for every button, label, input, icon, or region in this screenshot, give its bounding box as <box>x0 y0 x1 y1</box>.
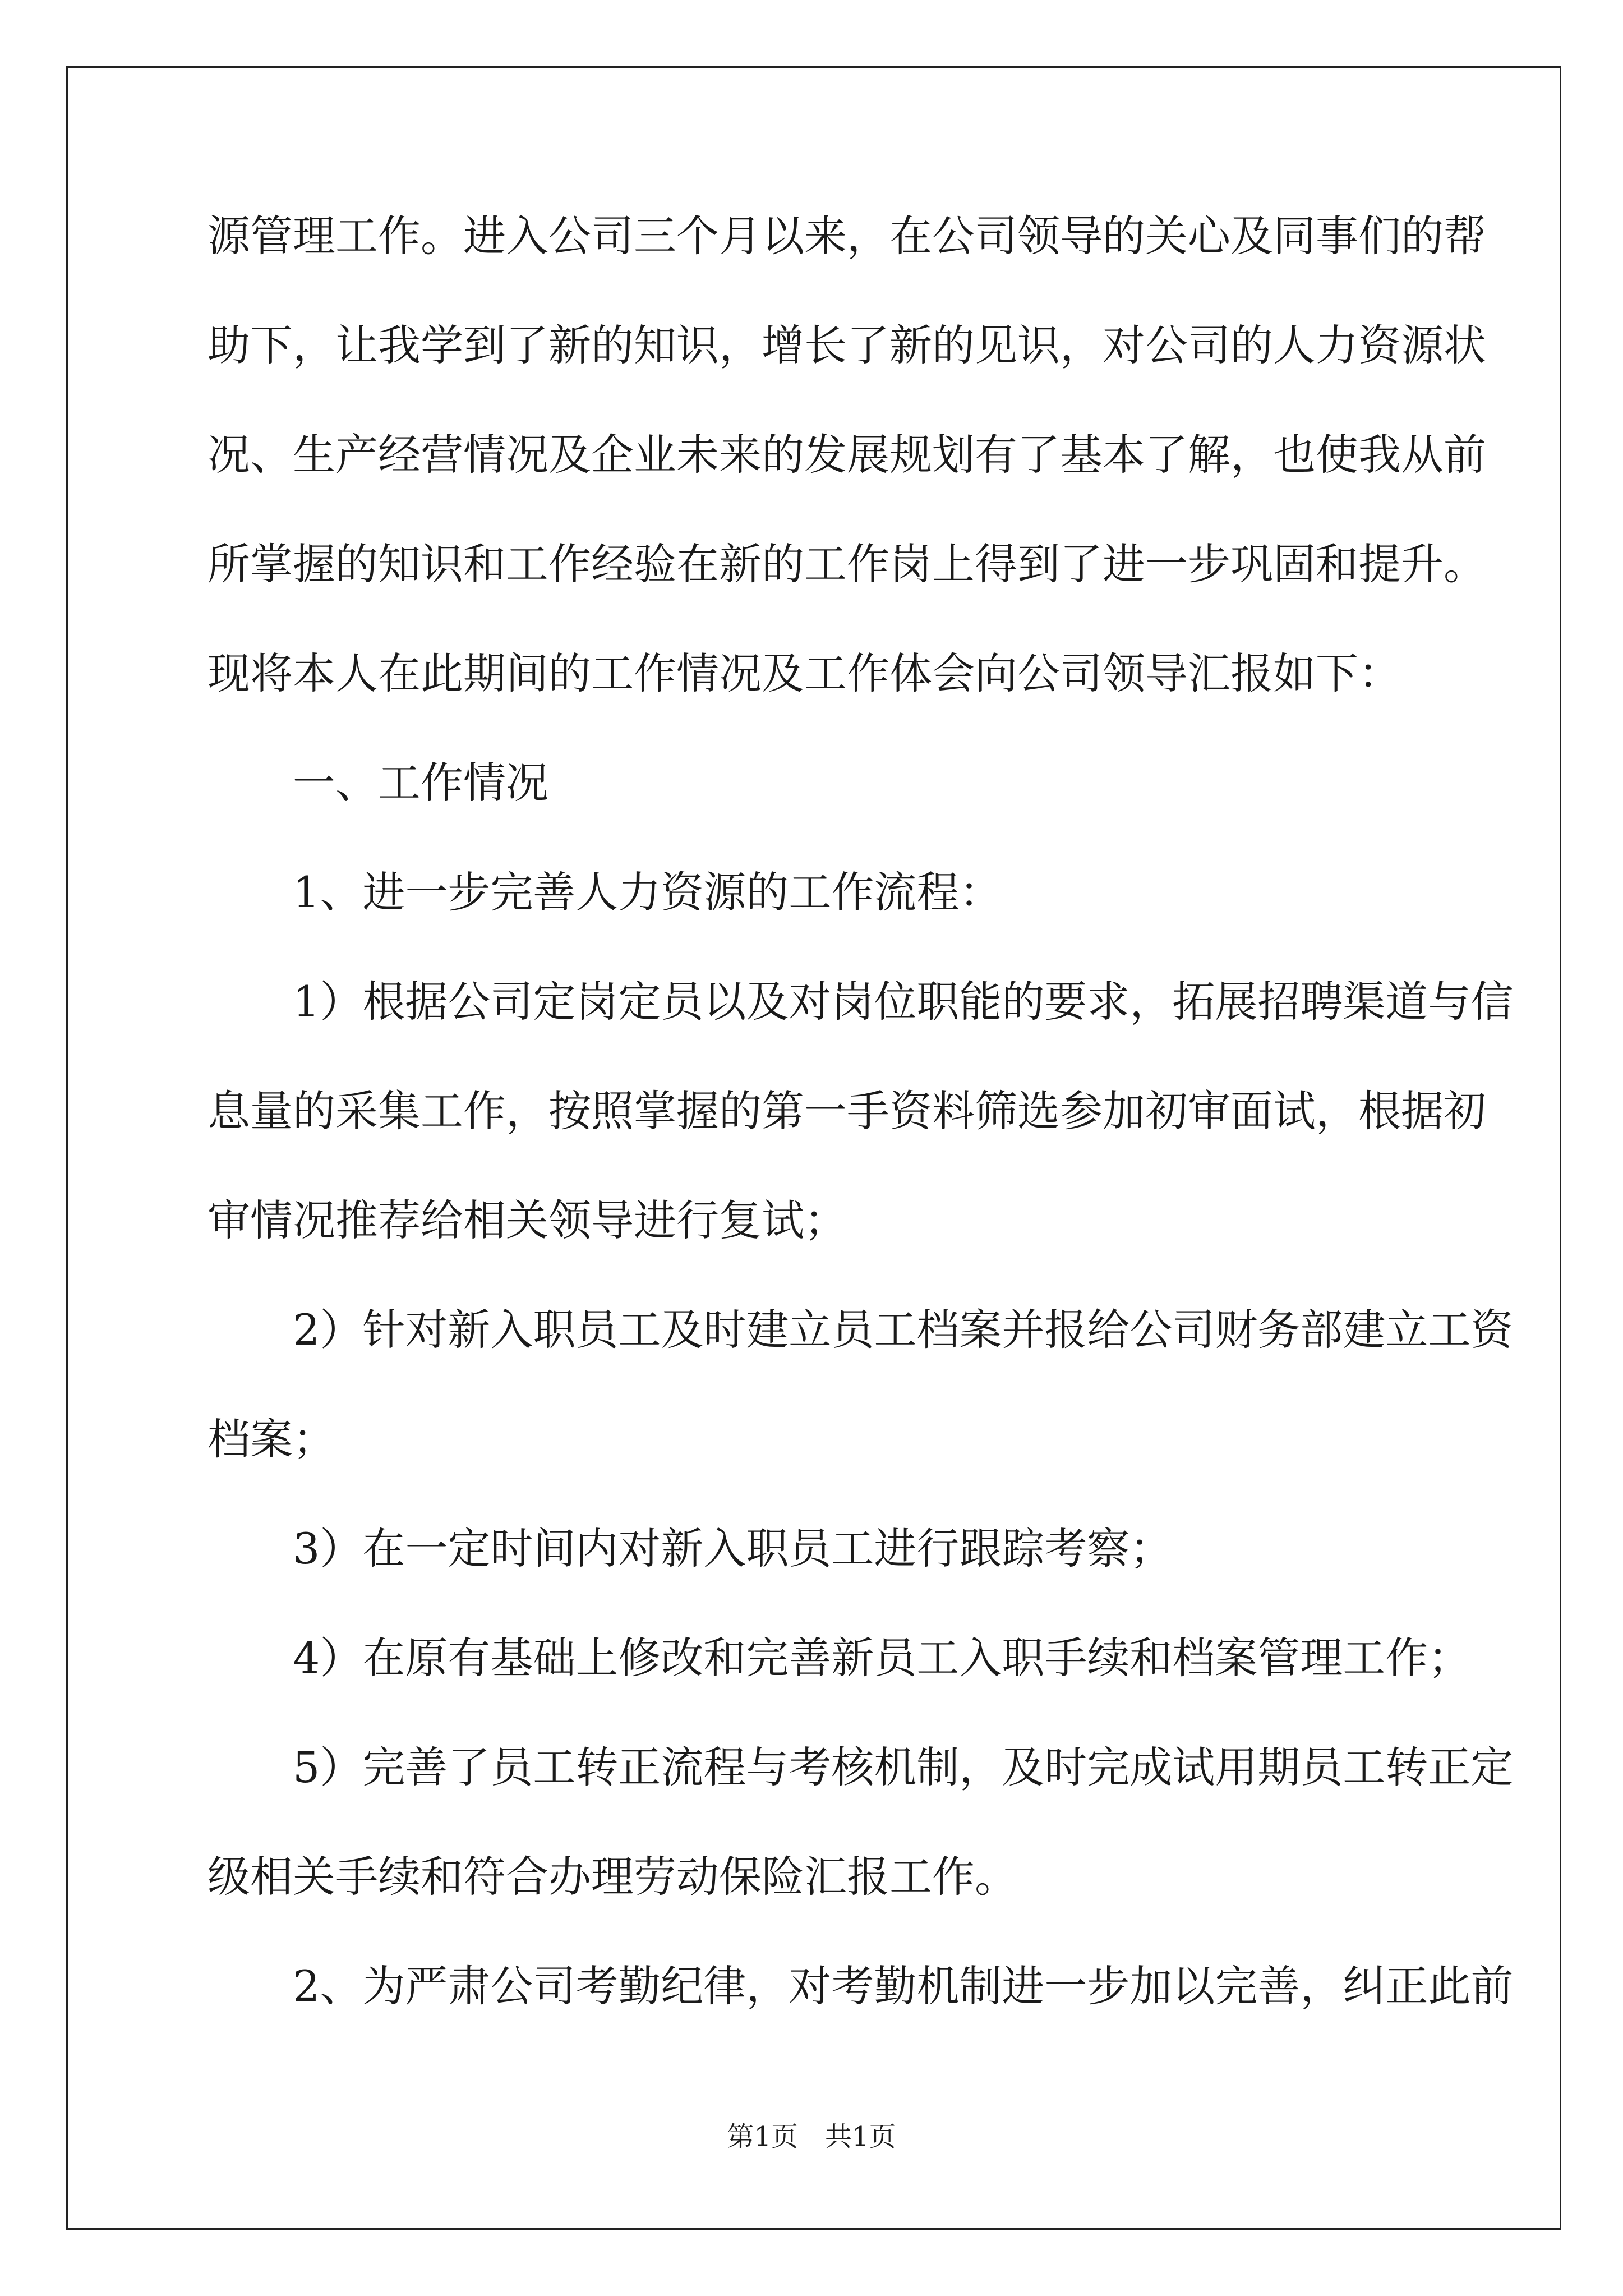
paragraph-line: 所掌握的知识和工作经验在新的工作岗上得到了进一步巩固和提升。 <box>208 539 1486 589</box>
list-item-line: 级相关手续和符合办理劳动保险汇报工作。 <box>208 1852 1017 1902</box>
section-heading: 一、工作情况 <box>293 758 548 808</box>
list-item-line: 4）在原有基础上修改和完善新员工入职手续和档案管理工作； <box>293 1633 1471 1683</box>
page-footer: 第1页 共1页 <box>727 2121 896 2152</box>
list-item-line: 5）完善了员工转正流程与考核机制，及时完成试用期员工转正定 <box>293 1742 1514 1792</box>
list-item-line: 2）针对新入职员工及时建立员工档案并报给公司财务部建立工资 <box>293 1305 1514 1355</box>
paragraph-line: 2、为严肃公司考勤纪律，对考勤机制进一步加以完善，纠正此前 <box>293 1961 1514 2011</box>
subsection-heading: 1、进一步完善人力资源的工作流程： <box>293 867 1002 917</box>
paragraph-line: 源管理工作。进入公司三个月以来，在公司领导的关心及同事们的帮 <box>208 211 1486 261</box>
list-item-line: 档案； <box>208 1414 335 1464</box>
paragraph-line: 况、生产经营情况及企业未来的发展规划有了基本了解，也使我从前 <box>208 430 1486 480</box>
list-item-line: 1）根据公司定岗定员以及对岗位职能的要求，拓展招聘渠道与信 <box>293 977 1514 1027</box>
document-body <box>208 206 1514 2066</box>
list-item-line: 息量的采集工作，按照掌握的第一手资料筛选参加初审面试，根据初 <box>208 1086 1486 1136</box>
list-item-line: 审情况推荐给相关领导进行复试； <box>208 1195 847 1245</box>
paragraph-line: 助下，让我学到了新的知识，增长了新的见识，对公司的人力资源状 <box>208 320 1486 370</box>
paragraph-line: 现将本人在此期间的工作情况及工作体会向公司领导汇报如下： <box>208 648 1401 698</box>
list-item-line: 3）在一定时间内对新入职员工进行跟踪考察； <box>293 1524 1173 1573</box>
